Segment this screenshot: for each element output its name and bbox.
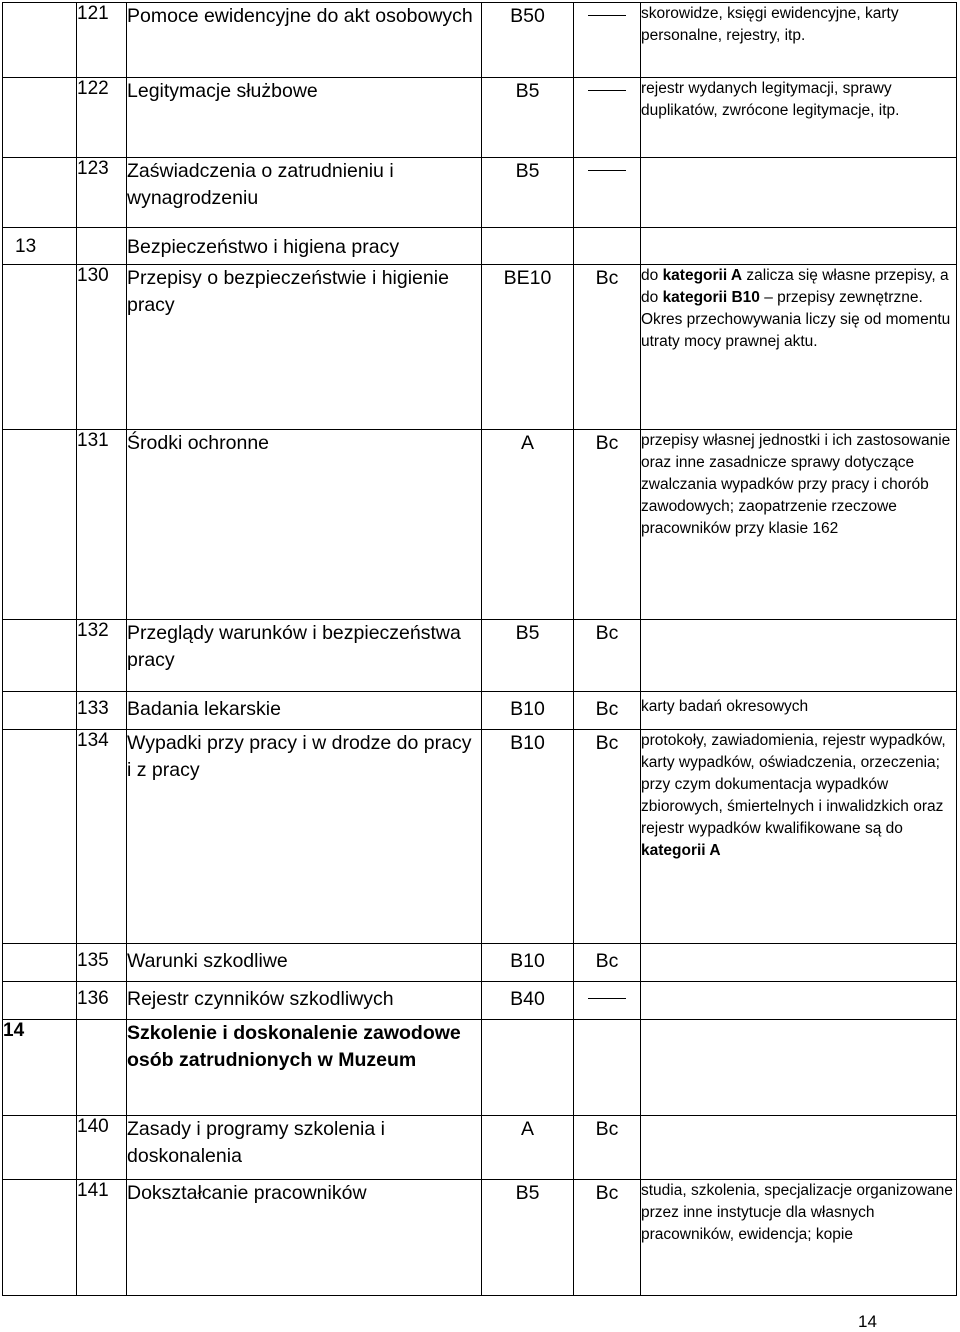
- copy-category: [574, 158, 641, 228]
- section-number: 13: [3, 228, 77, 265]
- class-name: Środki ochronne: [127, 430, 482, 620]
- class-notes: rejestr wydanych legitymacji, sprawy duplikatów, zwrócone legitymacje, itp.: [641, 78, 957, 158]
- class-notes: [641, 1116, 957, 1180]
- major-class-cell: [3, 944, 77, 982]
- copy-category: Bc: [574, 620, 641, 692]
- class-number: 132: [77, 620, 127, 692]
- class-number: 123: [77, 158, 127, 228]
- class-name: Zaświadczenia o zatrudnieniu i wynagrodzeniu: [127, 158, 482, 228]
- class-number: 140: [77, 1116, 127, 1180]
- class-number: 136: [77, 982, 127, 1020]
- class-notes: do kategorii A zalicza się własne przepisy, a do kategorii B10 – przepisy zewnętrzne. Okres przechowywania liczy się od momentu utraty mocy prawnej aktu.: [641, 265, 957, 430]
- dash-mark: [588, 170, 626, 172]
- class-notes: [641, 620, 957, 692]
- class-notes: studia, szkolenia, specjalizacje organizowane przez inne instytucje dla własnych pracowników, ewidencja; kopie: [641, 1180, 957, 1296]
- copy-category: [574, 78, 641, 158]
- major-class-cell: [3, 265, 77, 430]
- table-row: [3, 1180, 957, 1296]
- class-name: Wypadki przy pracy i w drodze do pracy i z pracy: [127, 730, 482, 944]
- section-row: [3, 1020, 957, 1116]
- archive-category: BE10: [482, 265, 574, 430]
- table-row: [3, 78, 957, 158]
- archive-category: A: [482, 1116, 574, 1180]
- class-number: 130: [77, 265, 127, 430]
- copy-category: Bc: [574, 692, 641, 730]
- class-name: Przepisy o bezpieczeństwie i higienie pracy: [127, 265, 482, 430]
- major-class-cell: [3, 730, 77, 944]
- class-notes: przepisy własnej jednostki i ich zastosowanie oraz inne zasadnicze sprawy dotyczące zwalczania wypadków przy pracy i chorób zawodowych; zaopatrzenie rzeczowe pracowników przy klasie 162: [641, 430, 957, 620]
- class-notes: protokoły, zawiadomienia, rejestr wypadków, karty wypadków, oświadczenia, orzeczenia; przy czym dokumentacja wypadków zbiorowych, śmiertelnych i inwalidzkich oraz rejestr wypadków kwalifikowane są do kategorii A: [641, 730, 957, 944]
- class-name: Przeglądy warunków i bezpieczeństwa pracy: [127, 620, 482, 692]
- class-name: Pomoce ewidencyjne do akt osobowych: [127, 3, 482, 78]
- class-number: 122: [77, 78, 127, 158]
- class-name: Rejestr czynników szkodliwych: [127, 982, 482, 1020]
- class-name: Warunki szkodliwe: [127, 944, 482, 982]
- archive-category: B50: [482, 3, 574, 78]
- table-row: [3, 430, 957, 620]
- archive-category: A: [482, 430, 574, 620]
- class-number: [77, 228, 127, 265]
- archive-category: B5: [482, 78, 574, 158]
- copy-category: Bc: [574, 430, 641, 620]
- class-number: 133: [77, 692, 127, 730]
- page-number: 14: [858, 1312, 877, 1331]
- class-number: 141: [77, 1180, 127, 1296]
- copy-category: Bc: [574, 1116, 641, 1180]
- copy-category: Bc: [574, 944, 641, 982]
- copy-category: [574, 3, 641, 78]
- major-class-cell: [3, 692, 77, 730]
- class-notes: skorowidze, księgi ewidencyjne, karty personalne, rejestry, itp.: [641, 3, 957, 78]
- table-row: [3, 1116, 957, 1180]
- class-notes: [641, 982, 957, 1020]
- table-row: [3, 730, 957, 944]
- copy-category: [574, 982, 641, 1020]
- table-row: [3, 692, 957, 730]
- category-keyword: kategorii B10: [662, 289, 760, 306]
- class-notes: [641, 944, 957, 982]
- archive-category: B10: [482, 730, 574, 944]
- class-number: 131: [77, 430, 127, 620]
- class-name: Badania lekarskie: [127, 692, 482, 730]
- major-class-cell: [3, 430, 77, 620]
- archive-category: B40: [482, 982, 574, 1020]
- archive-category: B5: [482, 158, 574, 228]
- section-row: [3, 228, 957, 265]
- table-row: [3, 3, 957, 78]
- dash-mark: [588, 90, 626, 92]
- class-notes: karty badań okresowych: [641, 692, 957, 730]
- class-notes: [641, 158, 957, 228]
- table-row: [3, 620, 957, 692]
- archive-classification-table: [2, 2, 957, 1296]
- major-class-cell: [3, 982, 77, 1020]
- archive-category: B5: [482, 1180, 574, 1296]
- class-number: [77, 1020, 127, 1116]
- table-row: [3, 265, 957, 430]
- major-class-cell: [3, 620, 77, 692]
- class-name: Legitymacje służbowe: [127, 78, 482, 158]
- archive-category: B10: [482, 944, 574, 982]
- table-row: [3, 158, 957, 228]
- copy-category: Bc: [574, 730, 641, 944]
- major-class-cell: [3, 78, 77, 158]
- copy-category: Bc: [574, 1180, 641, 1296]
- class-name: Zasady i programy szkolenia i doskonalenia: [127, 1116, 482, 1180]
- category-keyword: kategorii A: [641, 842, 721, 859]
- major-class-cell: [3, 3, 77, 78]
- table-row: [3, 982, 957, 1020]
- section-title: Szkolenie i doskonalenie zawodowe osób zatrudnionych w Muzeum: [127, 1020, 482, 1116]
- table-row: [3, 944, 957, 982]
- major-class-cell: [3, 1116, 77, 1180]
- class-number: 134: [77, 730, 127, 944]
- class-name: Dokształcanie pracowników: [127, 1180, 482, 1296]
- section-number: 14: [3, 1020, 77, 1116]
- major-class-cell: [3, 1180, 77, 1296]
- dash-mark: [588, 15, 626, 17]
- class-number: 121: [77, 3, 127, 78]
- copy-category: Bc: [574, 265, 641, 430]
- archive-category: B10: [482, 692, 574, 730]
- dash-mark: [588, 998, 626, 1000]
- category-keyword: kategorii A: [662, 267, 743, 284]
- class-number: 135: [77, 944, 127, 982]
- major-class-cell: [3, 158, 77, 228]
- section-title: Bezpieczeństwo i higiena pracy: [127, 228, 482, 265]
- archive-category: B5: [482, 620, 574, 692]
